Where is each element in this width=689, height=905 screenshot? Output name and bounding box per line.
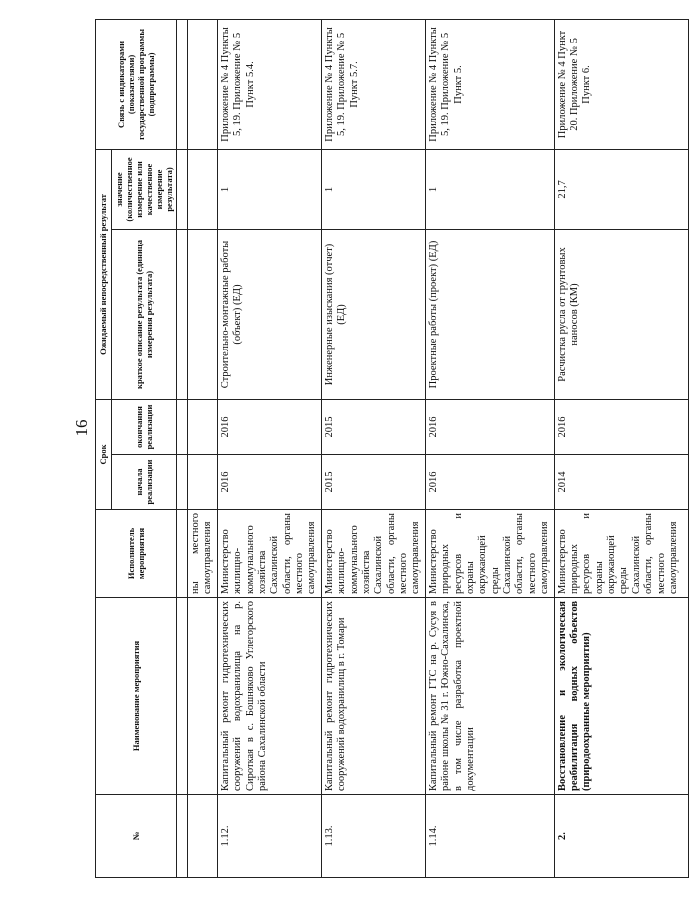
row-name: Восстановление и экологическая реабилитация водных объектов (природоохранные мероприятия) <box>554 598 688 795</box>
row-name: Капитальный ремонт ГТС на р. Сусуя в районе школы № 31 г. Южно-Сахалинска, в том числе разработка проектной документации <box>425 598 554 795</box>
row-executor: Министерство жилищно-коммунального хозяйства Сахалинской области, органы местного самоуправления <box>321 510 425 598</box>
row-result-desc: Проектные работы (проект) (ЕД) <box>425 229 554 399</box>
row-end: 2016 <box>425 399 554 454</box>
row-executor: Министерство жилищно-коммунального хозяйства Сахалинской области, органы местного самоуправления <box>217 510 321 598</box>
rotated-table-wrapper <box>95 20 679 878</box>
continuation-row <box>188 19 218 877</box>
header-num: № <box>96 795 177 878</box>
header-executor: Исполнитель мероприятия <box>96 510 177 598</box>
header-end: окончания реализации <box>112 399 177 454</box>
continuation-executor: ны местного самоуправления <box>188 510 218 598</box>
number-cell <box>177 229 188 399</box>
number-cell <box>177 455 188 510</box>
row-start: 2016 <box>425 455 554 510</box>
row-end: 2016 <box>217 399 321 454</box>
row-result-value: 1 <box>217 149 321 229</box>
row-executor: Министерство природных ресурсов и охраны окружающей среды Сахалинской области, органы местного самоуправления <box>425 510 554 598</box>
table-row <box>321 19 425 877</box>
measures-table <box>95 19 689 878</box>
number-cell <box>177 510 188 598</box>
row-link: Приложение № 4 Пункты 5, 19. Приложение № 5 Пункт 5.7. <box>321 19 425 149</box>
row-executor: Министерство природных ресурсов и охраны окружающей среды Сахалинской области, органы местного самоуправления <box>554 510 688 598</box>
header-result-value: значение (количественное измерение или качественное измерение результата) <box>112 149 177 229</box>
header-start: начала реализации <box>112 455 177 510</box>
row-result-value: 1 <box>425 149 554 229</box>
row-num: 1.14. <box>425 795 554 878</box>
row-result-desc: Инженерные изыскания (отчет) (ЕД) <box>321 229 425 399</box>
row-end: 2016 <box>554 399 688 454</box>
row-link: Приложение № 4 Пункт 20. Приложение № 5 Пункт 6. <box>554 19 688 149</box>
number-cell <box>177 795 188 878</box>
number-cell <box>177 149 188 229</box>
row-start: 2014 <box>554 455 688 510</box>
row-num: 2. <box>554 795 688 878</box>
table-row <box>425 19 554 877</box>
row-result-value: 1 <box>321 149 425 229</box>
table-row <box>554 19 688 877</box>
row-name: Капитальный ремонт гидротехнических сооружений водохранилищ в г. Томари <box>321 598 425 795</box>
header-result-desc: краткое описание результата (единица измерения результата) <box>112 229 177 399</box>
row-start: 2015 <box>321 455 425 510</box>
header-name: Наименование мероприятия <box>96 598 177 795</box>
header-link: Связь с индикаторами (показателями) государственной программы (подпрограммы) <box>96 19 177 149</box>
row-result-desc: Строительно-монтажные работы (объект) (ЕД) <box>217 229 321 399</box>
table-row <box>217 19 321 877</box>
row-num: 1.13. <box>321 795 425 878</box>
number-cell <box>177 399 188 454</box>
row-result-desc: Расчистка русла от грунтовых наносов (КМ) <box>554 229 688 399</box>
header-result: Ожидаемый непосредственный результат <box>96 149 112 399</box>
number-cell <box>177 598 188 795</box>
row-num: 1.12. <box>217 795 321 878</box>
row-result-value: 21,7 <box>554 149 688 229</box>
number-cell <box>177 19 188 149</box>
row-link: Приложение № 4 Пункты 5, 19. Приложение № 5 Пункт 5.4. <box>217 19 321 149</box>
row-name: Капитальный ремонт гидротехнических сооружений водохранилища на р. Сироткая в с. Бошняково Углегорского района Сахалинской области <box>217 598 321 795</box>
row-start: 2016 <box>217 455 321 510</box>
row-end: 2015 <box>321 399 425 454</box>
page-number: 16 <box>72 419 91 437</box>
header-term: Срок <box>96 399 112 509</box>
row-link: Приложение № 4 Пункты 5, 19. Приложение № 5 Пункт 5. <box>425 19 554 149</box>
